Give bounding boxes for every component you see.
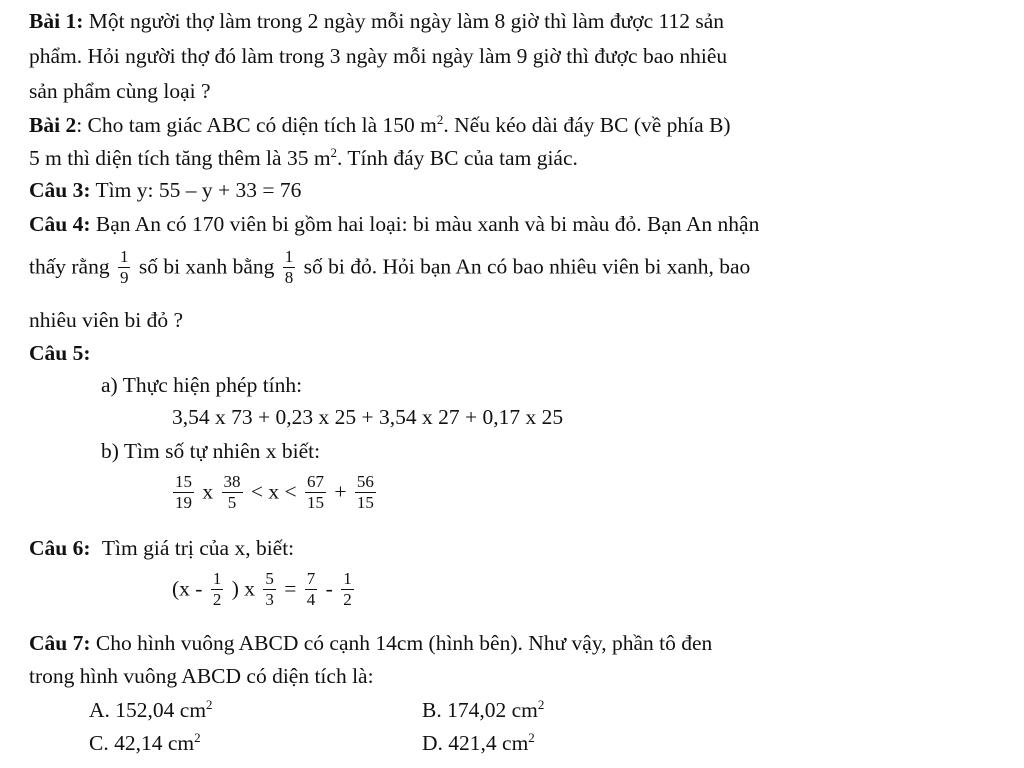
close-paren: ) x — [231, 576, 255, 601]
cau4-text-2c: số bi đỏ. Hỏi bạn An có bao nhiêu viên bi xanh, bao — [303, 254, 751, 279]
cau5-inequality — [170, 472, 379, 512]
cau6-text: Tìm giá trị của x, biết: — [101, 536, 295, 560]
cau6-equation — [172, 569, 357, 609]
cau6-fraction-1 — [211, 569, 224, 609]
option-a-superscript: 2 — [206, 696, 213, 712]
bai2-text-1b: . Nếu kéo dài đáy BC (về phía B) — [443, 113, 731, 137]
option-c-superscript: 2 — [194, 729, 201, 745]
option-b[interactable] — [422, 696, 545, 722]
fraction-numerator: 67 — [307, 472, 325, 491]
fraction-numerator: 5 — [265, 569, 274, 588]
bai2-line1 — [29, 111, 731, 137]
cau4-fraction-1 — [118, 247, 131, 287]
fraction-numerator: 38 — [223, 472, 241, 491]
equals-sign: = — [284, 576, 297, 601]
cau4-text-2a: thấy rằng — [29, 254, 110, 279]
fraction-numerator: 1 — [284, 247, 294, 266]
minus-sign: - — [325, 576, 333, 601]
fraction-denominator: 4 — [306, 589, 316, 609]
bai1-text-1: Một người thợ làm trong 2 ngày mỗi ngày làm 8 giờ thì làm được 112 sản — [88, 9, 725, 33]
cau3-label: Câu 3: — [29, 178, 91, 202]
option-d-superscript: 2 — [528, 729, 535, 745]
cau5-part-b: b) Tìm số tự nhiên x biết: — [101, 439, 321, 463]
fraction-denominator: 15 — [307, 492, 325, 512]
bai2-text-2a: 5 m thì diện tích tăng thêm là 35 m — [29, 146, 331, 170]
cau4-text-1: Bạn An có 170 viên bi gồm hai loại: bi màu xanh và bi màu đỏ. Bạn An nhận — [95, 212, 760, 236]
fraction-numerator: 1 — [212, 569, 222, 588]
cau5-fraction-4 — [355, 472, 376, 512]
bai1-line3: sản phẩm cùng loại ? — [29, 79, 211, 103]
cau4-fraction-2 — [283, 247, 296, 287]
cau6-fraction-3 — [305, 569, 318, 609]
fraction-denominator: 8 — [284, 267, 294, 287]
option-a-text: A. 152,04 cm — [89, 698, 207, 722]
cau5-fraction-3 — [305, 472, 326, 512]
fraction-denominator: 2 — [343, 589, 352, 609]
option-b-text: B. 174,02 cm — [422, 698, 538, 722]
cau4-text-2b: số bi xanh bằng — [138, 254, 275, 279]
fraction-denominator: 3 — [265, 589, 274, 609]
bai2-superscript-2: 2 — [330, 144, 338, 160]
bai2-line2 — [29, 144, 578, 170]
fraction-denominator: 2 — [212, 589, 222, 609]
cau7-label: Câu 7: — [29, 631, 91, 655]
option-d[interactable] — [422, 729, 535, 755]
option-d-text: D. 421,4 cm — [422, 731, 529, 755]
option-c-text: C. 42,14 cm — [89, 731, 195, 755]
cau3-line — [29, 180, 301, 202]
option-b-superscript: 2 — [537, 696, 545, 712]
cau6-line — [29, 538, 294, 560]
bai2-text-1a: : Cho tam giác ABC có diện tích là 150 m — [76, 113, 437, 137]
fraction-numerator: 15 — [175, 472, 192, 491]
cau5-expression: 3,54 x 73 + 0,23 x 25 + 3,54 x 27 + 0,17 x 25 — [172, 405, 564, 429]
times-sign: x — [202, 479, 214, 504]
bai1-label: Bài 1: — [29, 9, 84, 33]
cau6-label: Câu 6: — [29, 536, 91, 560]
option-c[interactable] — [89, 729, 201, 755]
fraction-denominator: 15 — [356, 492, 374, 512]
cau5-part-a: a) Thực hiện phép tính: — [101, 373, 303, 397]
cau5-fraction-2 — [222, 472, 243, 512]
cau7-line1 — [29, 633, 712, 655]
cau4-line2 — [29, 247, 750, 287]
inequality-sign: < x < — [250, 479, 297, 504]
bai2-superscript-1: 2 — [436, 111, 444, 127]
fraction-numerator: 1 — [119, 247, 129, 266]
cau3-text: Tìm y: 55 – y + 33 = 76 — [95, 178, 302, 202]
cau6-fraction-4 — [341, 569, 354, 609]
fraction-denominator: 9 — [119, 267, 129, 287]
cau5-label: Câu 5: — [29, 341, 91, 365]
cau5-label-line — [29, 343, 91, 365]
bai1-line1 — [29, 11, 724, 33]
fraction-denominator: 5 — [227, 492, 237, 512]
open-paren: (x - — [172, 576, 203, 601]
bai2-text-2b: . Tính đáy BC của tam giác. — [337, 146, 578, 170]
plus-sign: + — [334, 479, 347, 504]
cau6-fraction-2 — [263, 569, 276, 609]
cau5-fraction-1 — [173, 472, 194, 512]
fraction-numerator: 1 — [343, 569, 352, 588]
fraction-numerator: 7 — [306, 569, 316, 588]
cau7-text-1: Cho hình vuông ABCD có cạnh 14cm (hình bên). Như vậy, phần tô đen — [95, 631, 713, 655]
fraction-denominator: 19 — [175, 492, 192, 512]
bai2-label: Bài 2 — [29, 113, 77, 137]
bai1-line2: phẩm. Hỏi người thợ đó làm trong 3 ngày mỗi ngày làm 9 giờ thì được bao nhiêu — [29, 44, 728, 68]
cau4-label: Câu 4: — [29, 212, 91, 236]
fraction-numerator: 56 — [356, 472, 374, 491]
cau4-line3: nhiêu viên bi đỏ ? — [29, 308, 184, 332]
cau4-line1 — [29, 214, 759, 236]
option-a[interactable] — [89, 696, 213, 722]
cau7-line2: trong hình vuông ABCD có diện tích là: — [29, 664, 374, 688]
